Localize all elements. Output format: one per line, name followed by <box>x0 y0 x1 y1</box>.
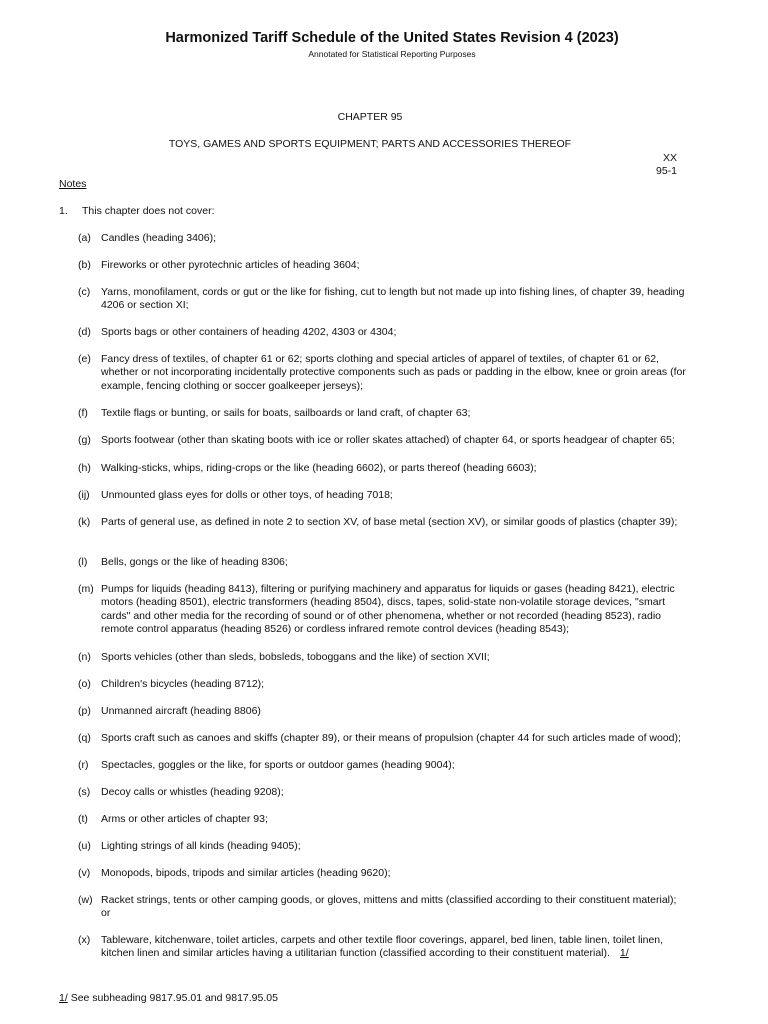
item-text: Fireworks or other pyrotechnic articles of heading 3604; <box>101 259 360 271</box>
item-letter: (h) <box>78 462 91 474</box>
item-letter: (p) <box>78 705 91 717</box>
chapter-title: TOYS, GAMES AND SPORTS EQUIPMENT; PARTS AND ACCESSORIES THEREOF <box>168 138 572 150</box>
item-text: Sports bags or other containers of heading 4202, 4303 or 4304; <box>101 326 397 338</box>
footnote-text: See subheading 9817.95.01 and 9817.95.05 <box>70 992 278 1004</box>
item-text: Spectacles, goggles or the like, for sports or outdoor games (heading 9004); <box>101 759 455 771</box>
chapter-code: XX <box>662 152 677 164</box>
item-letter: (m) <box>78 583 94 595</box>
item-letter: (w) <box>78 894 93 906</box>
item-text: Unmanned aircraft (heading 8806) <box>101 705 261 717</box>
item-text: Children's bicycles (heading 8712); <box>101 678 265 690</box>
item-text: Monopods, bipods, tripods and similar articles (heading 9620); <box>101 867 391 879</box>
document-subtitle: Annotated for Statistical Reporting Purposes <box>308 49 476 59</box>
note-intro: This chapter does not cover: <box>82 205 215 217</box>
item-letter: (x) <box>78 934 91 946</box>
item-letter: (q) <box>78 732 91 744</box>
item-letter: (k) <box>78 516 91 528</box>
item-text: Fancy dress of textiles, of chapter 61 or 62; sports clothing and special articles of apparel of textiles, of chapter 61 or 62, whether or not incorporating incidentally protective components such as pads or padding in the elbow, knee or groin areas (for example, fencing clothing or soccer goalkeeper jerseys); <box>101 353 686 392</box>
item-text: Decoy calls or whistles (heading 9208); <box>101 786 284 798</box>
chapter-label: CHAPTER 95 <box>337 111 403 123</box>
item-letter: (e) <box>78 353 91 365</box>
item-letter: (b) <box>78 259 91 271</box>
item-letter: (t) <box>78 813 88 825</box>
item-text: Walking-sticks, whips, riding-crops or the like (heading 6602), or parts thereof (heading 6603); <box>101 462 537 474</box>
item-letter: (u) <box>78 840 91 852</box>
item-letter: (a) <box>78 232 91 244</box>
item-text: Yarns, monofilament, cords or gut or the like for fishing, cut to length but not made up into fishing lines, of chapter 39, heading 4206 or section XI; <box>101 286 685 312</box>
page-number: 95-1 <box>655 165 677 177</box>
item-text: Sports craft such as canoes and skiffs (chapter 89), or their means of propulsion (chapter 44 for such articles made of wood); <box>101 732 681 744</box>
footnote-mark: 1/ <box>59 992 68 1004</box>
item-text <box>101 934 686 961</box>
item-letter: (l) <box>78 556 88 568</box>
item-text: Unmounted glass eyes for dolls or other toys, of heading 7018; <box>101 489 393 501</box>
item-letter: (g) <box>78 434 91 446</box>
item-letter: (c) <box>78 286 91 298</box>
item-text: Sports footwear (other than skating boots with ice or roller skates attached) of chapter 64, or sports headgear of chapter 65; <box>101 434 675 446</box>
item-letter: (r) <box>78 759 89 771</box>
note-number: 1. <box>59 205 68 217</box>
item-text: Textile flags or bunting, or sails for boats, sailboards or land craft, of chapter 63; <box>101 407 471 419</box>
document-title: Harmonized Tariff Schedule of the United States Revision 4 (2023) <box>165 30 619 46</box>
item-text: Racket strings, tents or other camping goods, or gloves, mittens and mitts (classified according to their constituent material); or <box>101 894 677 920</box>
item-text-body: Tableware, kitchenware, toilet articles, carpets and other textile floor coverings, apparel, bed linen, table linen, toilet linen, kitchen linen and similar articles having a utilitarian function (classified according to their constituent material). <box>101 934 664 960</box>
item-text: Bells, gongs or the like of heading 8306; <box>101 556 288 568</box>
item-letter: (o) <box>78 678 91 690</box>
notes-heading: Notes <box>59 178 87 190</box>
item-letter: (s) <box>78 786 91 798</box>
item-letter: (n) <box>78 651 91 663</box>
item-text: Candles (heading 3406); <box>101 232 216 244</box>
item-letter: (d) <box>78 326 91 338</box>
item-text: Pumps for liquids (heading 8413), filtering or purifying machinery and apparatus for liquids or gases (heading 8421), electric motors (heading 8501), electric transformers (heading 8504), discs, tapes, solid-state non-volatile storage devices, "smart cards" and other media for the recording of sound or of other phenomena, whether or not recorded (heading 8523), radio remote control apparatus (heading 8526) or cordless infrared remote control devices (heading 8543); <box>101 583 675 636</box>
item-letter: (v) <box>78 867 91 879</box>
item-text: Parts of general use, as defined in note 2 to section XV, of base metal (section XV), or similar goods of plastics (chapter 39); <box>101 516 678 528</box>
item-letter: (f) <box>78 407 88 419</box>
item-text: Sports vehicles (other than sleds, bobsleds, toboggans and the like) of section XVII; <box>101 651 490 663</box>
footnote-reference-link[interactable]: 1/ <box>619 947 629 960</box>
item-text: Lighting strings of all kinds (heading 9405); <box>101 840 301 852</box>
footnote <box>59 992 278 1004</box>
item-letter: (ij) <box>78 489 90 501</box>
item-text: Arms or other articles of chapter 93; <box>101 813 268 825</box>
